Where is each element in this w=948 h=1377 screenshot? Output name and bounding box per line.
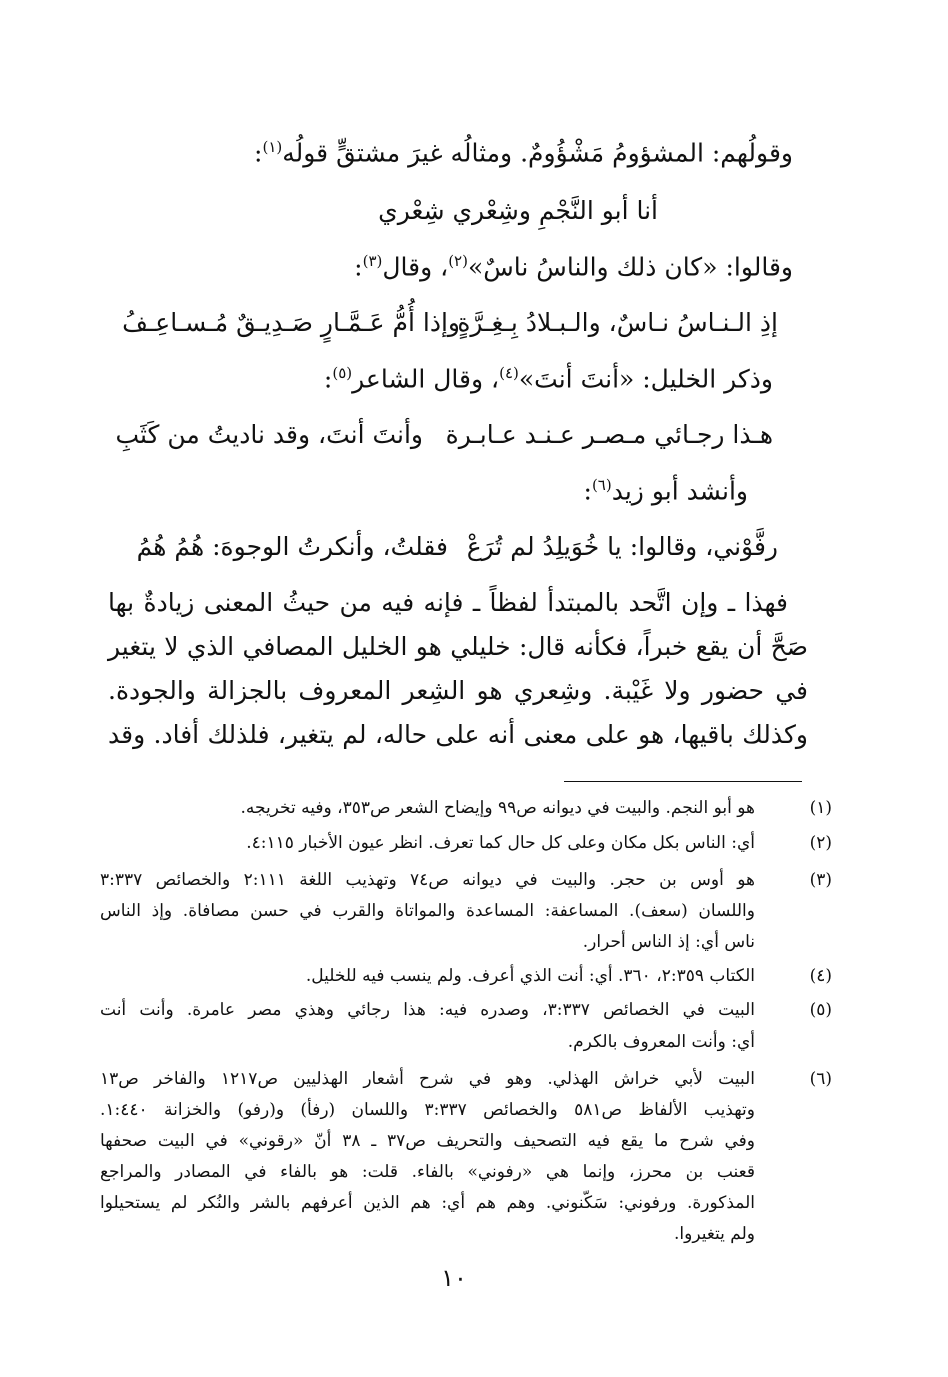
prose-line-4: وكذلك باقيها، هو على معنى أنه على حاله، لم يتغير، فلذلك أفاد. وقد — [108, 720, 808, 749]
verse-3-second-hemistich: وأنتَ أنتَ، وقد ناديتُ من كَثَبِ — [115, 420, 423, 449]
footnote-6-line-3: وفي شرح ما يقع فيه التصحيف والتحريف ص٣٧ ـ ٣٨ أنّ «رقوني» في البيت صحفها — [100, 1131, 755, 1151]
prose-line-1: فهذا ـ وإن اتَّحد بالمبتدأ لفظاً ـ فإنه فيه من حيثُ المعنى زيادةٌ بها — [108, 588, 788, 617]
text-line-3-colon: : — [354, 252, 363, 282]
footnote-ref-4: (٤) — [499, 364, 519, 382]
footnote-number-1: (١) — [809, 798, 832, 818]
text-line-5 — [323, 364, 773, 394]
prose-line-2: صَحَّ أن يقع خبراً، فكأنه قال: خليلي هو الخليل المصافي الذي لا يتغير — [108, 632, 808, 661]
page-number: ١٠ — [441, 1264, 467, 1292]
footnote-6-line-1: البيت لأبي خراش الهذلي. وهو في شرح أشعار الهذليين ص١٢١٧ والفاخر ص١٣ — [100, 1069, 756, 1089]
footnote-ref-1: (١) — [262, 138, 283, 156]
footnote-number-2: (٢) — [809, 833, 832, 853]
footnote-divider — [564, 781, 802, 782]
footnote-number-5: (٥) — [809, 1000, 832, 1020]
text-line-3 — [354, 252, 793, 282]
text-line-3-mid: ، وقال — [382, 252, 449, 282]
footnote-5-line-1: البيت في الخصائص ٣:٣٣٧، وصدره فيه: هذا رجائي وهذي مصر عامرة. وأنت أنت — [100, 1000, 755, 1020]
text-line-7-body: وأنشد أبو زيد — [611, 476, 748, 506]
verse-4-second-hemistich: فقلتُ، وأنكرتُ الوجوهَ: هُمُ هُمُ — [136, 532, 448, 561]
footnote-3-line-1: هو أوس بن حجر. والبيت في ديوانه ص٧٤ وتهذيب اللغة ٢:١١١ والخصائص ٣:٣٣٧ — [100, 870, 756, 890]
verse-1: أنا أبو النَّجْمِ وشِعْري شِعْري — [378, 196, 658, 225]
footnote-ref-5: (٥) — [332, 364, 353, 382]
text-line-1-body: وقولُهم: المشؤومُ مَشْؤُومٌ. ومثالُه غيرَ مشتقٍّ قولُه — [282, 138, 793, 168]
text-line-1-colon: : — [254, 138, 263, 168]
footnote-ref-6: (٦) — [591, 476, 612, 494]
text-line-7-colon: : — [583, 476, 592, 506]
text-line-5-colon: : — [323, 364, 333, 394]
footnote-5-line-2: أي: وأنت المعروف بالكرم. — [567, 1032, 755, 1052]
footnote-2-line-1: أي: الناس بكل مكان وعلى كل حال كما تعرف. انظر عيون الأخبار ٤:١١٥. — [246, 833, 755, 853]
footnote-6-line-2: وتهذيب الألفاظ ص٥٨١ والخصائص ٣:٣٣٧ واللسان (رفأ) و(رفو) والخزانة ١:٤٤٠. — [100, 1100, 755, 1120]
verse-2-second-hemistich: وإذا أُمُّ عَـمَّـارٍ صَـدِيـقٌ مُـسـاعِـفُ — [122, 308, 460, 337]
verse-3-first-hemistich: هـذا رجـائي مـصـر عـنـد عـابـرة — [445, 420, 773, 449]
footnote-6-line-6: ولم يتغيروا. — [673, 1224, 755, 1244]
text-line-7 — [583, 476, 749, 506]
footnote-number-3: (٣) — [809, 870, 832, 890]
footnote-3-line-2: واللسان (سعف). المساعفة: المساعدة والمواتاة والقرب في حسن مصافاة. وإذ الناس — [100, 901, 755, 921]
text-line-5-mid: ، وقال الشاعر — [352, 364, 500, 394]
verse-2-first-hemistich: إذِ الـنـاسُ نـاسٌ، والـبـلادُ بِـغِـرَّةٍ — [457, 308, 778, 337]
footnote-1-line-1: هو أبو النجم. والبيت في ديوانه ص٩٩ وإيضاح الشعر ص٣٥٣، وفيه تخريجه. — [240, 798, 755, 818]
prose-line-3: في حضور ولا غَيْبة. وشِعري هو الشِعر المعروف بالجزالة والجودة. — [108, 676, 808, 705]
footnote-4-line-1: الكتاب ٢:٣٥٩، ٣٦٠. أي: أنت الذي أعرف. ولم ينسب فيه للخليل. — [305, 966, 755, 986]
footnote-6-line-4: قعنب بن محرز، وإنما هي «رفوني» بالفاء. قلت: هو بالفاء في المصادر والمراجع — [100, 1162, 755, 1182]
footnote-ref-2: (٢) — [448, 252, 468, 270]
text-line-5-quote: وذكر الخليل: «أنتَ أنتَ» — [518, 364, 773, 394]
verse-4-first-hemistich: رفَّوْني، وقالوا: يا خُوَيلِدُ لم تُرَعْ — [466, 532, 778, 561]
text-line-3-quote: وقالوا: «كان ذلك والناسُ ناسٌ» — [467, 252, 793, 282]
text-line-1 — [254, 138, 793, 168]
footnote-6-line-5: المذكورة. ورفوني: سَكّنوني. وهم هم أي: هم الذين أعرفهم بالشر والنُكر لم يستحيلوا — [100, 1193, 755, 1213]
footnote-ref-3: (٣) — [362, 252, 383, 270]
footnote-number-6: (٦) — [809, 1069, 832, 1089]
footnote-number-4: (٤) — [809, 966, 832, 986]
footnote-3-line-3: ناس أي: إذ الناس أحرار. — [582, 932, 755, 952]
